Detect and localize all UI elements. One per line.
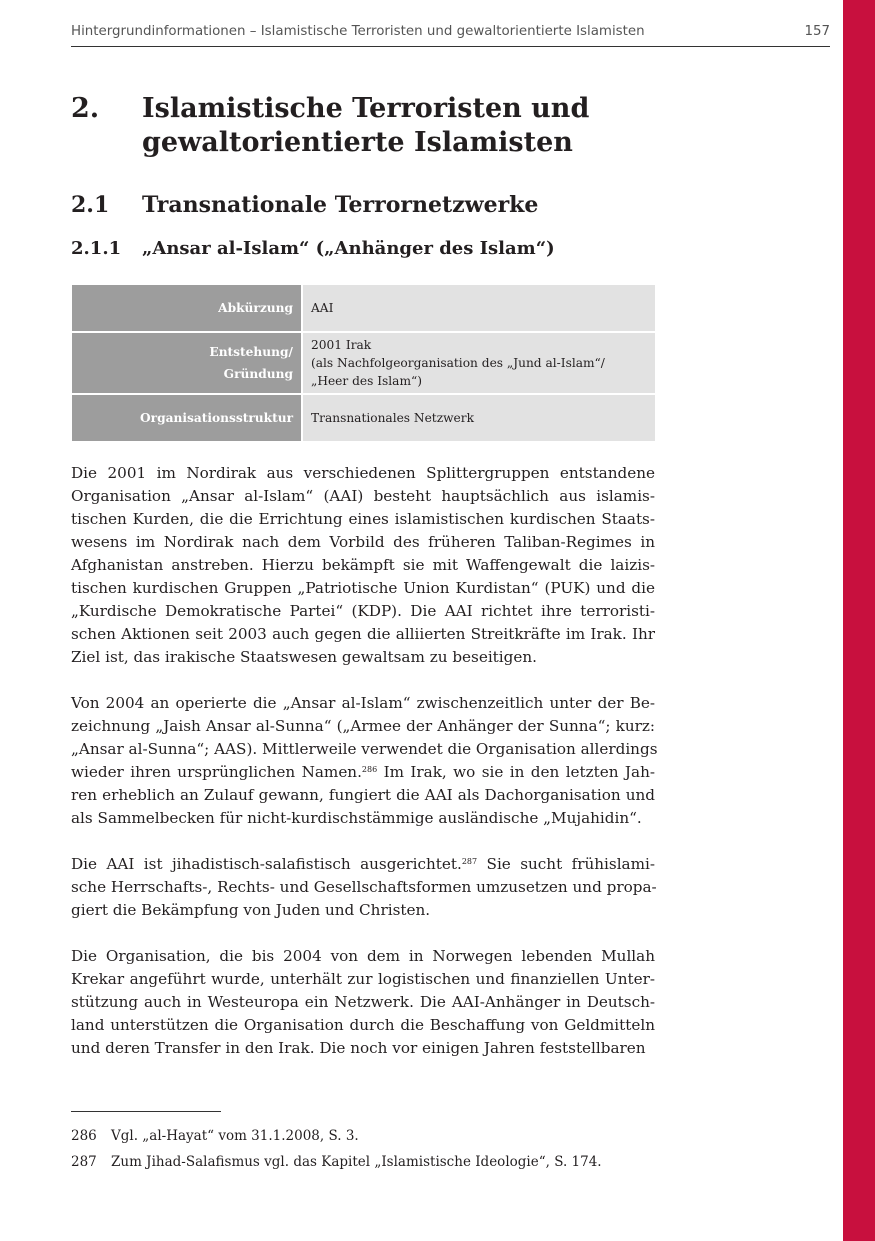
paragraph-line: stützung auch in Westeuropa ein Netzwerk. Die AAI-Anhänger in Deutsch- [71,993,655,1011]
footnote-number: 287 [71,1154,97,1170]
fact-value [303,285,655,331]
chapter-number: 2. [71,93,100,124]
line-text: Sie sucht frühislami- [477,855,655,873]
fact-value-text: 2001 Irak [311,338,372,352]
running-header-title: Hintergrundinformationen – Islamistische Terroristen und gewaltorientierte Islamisten [71,24,645,39]
page-number: 157 [804,24,830,39]
fact-label [72,285,301,331]
fact-value-text: Transnationales Netzwerk [311,411,474,425]
body-paragraph [71,692,658,830]
line-text: Die AAI ist jihadistisch-salafistisch ausgerichtet. [71,855,462,873]
paragraph-line: sche Herrschafts-, Rechts- und Gesellschaftsformen umzusetzen und propa- [71,878,657,896]
fact-row-founding [72,333,655,395]
subsection-number: 2.1.1 [71,238,122,259]
paragraph-line: ren erheblich an Zulauf gewann, fungiert die AAI als Dachorganisation und [71,786,655,804]
line-text: wieder ihren ursprünglichen Namen. [71,763,362,781]
footnote-text: Zum Jihad-Salafismus vgl. das Kapitel „Islamistische Ideologie“, S. 174. [111,1154,602,1170]
fact-label-text: Organisationsstruktur [140,411,293,425]
subsection-title: „Ansar al-Islam“ („Anhänger des Islam“) [142,238,555,259]
paragraph-line: als Sammelbecken für nicht-kurdischstämmige ausländische „Mujahidin“. [71,809,642,827]
fact-row-structure [72,395,655,443]
footnote-number: 286 [71,1128,97,1144]
fact-label-text: Entstehung/ [209,345,293,359]
fact-row-abbreviation [72,285,655,333]
line-text: Im Irak, wo sie in den letzten Jah- [377,763,655,781]
paragraph-line: Von 2004 an operierte die „Ansar al-Islam“ zwischenzeitlich unter der Be- [71,694,655,712]
paragraph-line: „Kurdische Demokratische Partei“ (KDP). Die AAI richtet ihre terroristi- [71,602,655,620]
paragraph-line: Krekar angeführt wurde, unterhält zur logistischen und finanziellen Unter- [71,970,655,988]
fact-value-text: AAI [311,301,334,315]
footnote-separator [71,1111,221,1112]
paragraph-line: Organisation „Ansar al-Islam“ (AAI) besteht hauptsächlich aus islamis- [71,487,655,505]
body-paragraph [71,853,655,922]
fact-value [303,395,655,441]
chapter-title-line: Islamistische Terroristen und [142,93,590,124]
footnote-reference[interactable]: 286 [361,765,378,774]
paragraph-line: giert die Bekämpfung von Juden und Christen. [71,901,431,919]
body-paragraph [71,462,655,669]
paragraph-line: und deren Transfer in den Irak. Die noch vor einigen Jahren feststellbaren [71,1039,646,1057]
section-title: Transnationale Terrornetzwerke [142,192,539,218]
paragraph-line: Die Organisation, die bis 2004 von dem in Norwegen lebenden Mullah [71,947,655,965]
paragraph-line: „Ansar al-Sunna“; AAS). Mittlerweile verwendet die Organisation allerdings [71,740,658,758]
fact-label [72,395,301,441]
paragraph-line [71,853,655,876]
paragraph-line: land unterstützen die Organisation durch die Beschaffung von Geldmitteln [71,1016,655,1034]
fact-value-text: „Heer des Islam“) [311,374,422,388]
paragraph-line: tischen Kurden, die die Errichtung eines islamistischen kurdischen Staats- [71,510,655,528]
fact-value [303,333,655,393]
paragraph-line: Die 2001 im Nordirak aus verschiedenen Splittergruppen entstandene [71,464,655,482]
fact-table [72,285,655,443]
paragraph-line [71,761,655,784]
running-header [71,24,830,47]
fact-label-text: Gründung [223,367,293,381]
body-paragraph [71,945,655,1060]
paragraph-line: zeichnung „Jaish Ansar al-Sunna“ („Armee der Anhänger der Sunna“; kurz: [71,717,655,735]
side-color-bar [843,0,875,1241]
paragraph-line: Afghanistan anstreben. Hierzu bekämpft sie mit Waffengewalt die laizis- [71,556,655,574]
fact-label [72,333,301,393]
footnote-reference[interactable]: 287 [461,857,478,866]
paragraph-line: tischen kurdischen Gruppen „Patriotische Union Kurdistan“ (PUK) und die [71,579,655,597]
paragraph-line: Ziel ist, das irakische Staatswesen gewaltsam zu beseitigen. [71,648,537,666]
fact-label-text: Abkürzung [218,301,293,315]
paragraph-line: schen Aktionen seit 2003 auch gegen die alliierten Streitkräfte im Irak. Ihr [71,625,655,643]
paragraph-line: wesens im Nordirak nach dem Vorbild des früheren Taliban-Regimes in [71,533,655,551]
fact-value-text: (als Nachfolgeorganisation des „Jund al-Islam“/ [311,356,605,370]
section-number: 2.1 [71,192,110,218]
chapter-title-line: gewaltorientierte Islamisten [142,127,573,158]
footnote-text: Vgl. „al-Hayat“ vom 31.1.2008, S. 3. [111,1128,359,1144]
